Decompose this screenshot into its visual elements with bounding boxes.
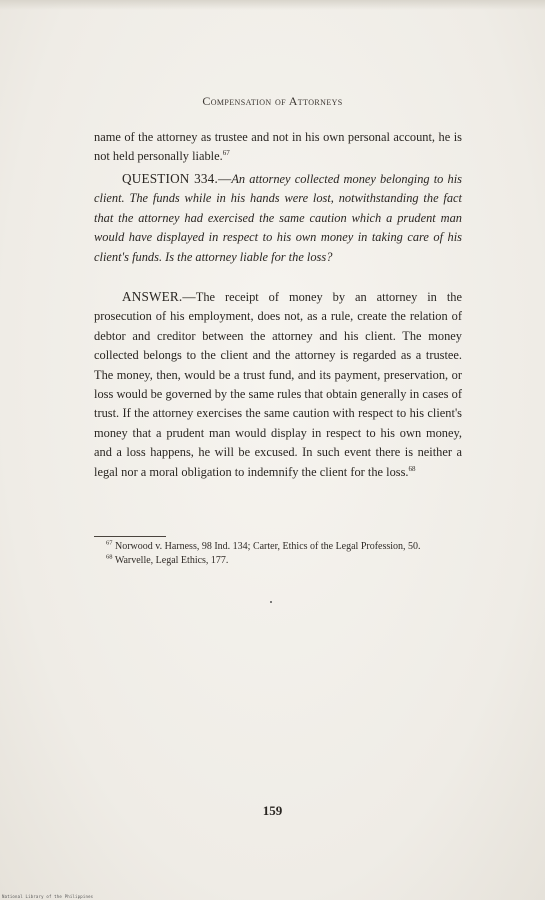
footnote-67 bbox=[94, 540, 462, 554]
paragraph-text: name of the attorney as trustee and not in his own personal account, he is not held personally liable. bbox=[94, 130, 462, 164]
page-top-edge bbox=[0, 0, 545, 10]
scan-footer: National Library of the Philippines bbox=[2, 894, 94, 899]
answer-paragraph bbox=[94, 287, 462, 482]
footnotes bbox=[94, 540, 462, 568]
paragraph-continuation bbox=[94, 128, 462, 167]
page-number: 159 bbox=[262, 803, 283, 818]
footnote-ref: 68 bbox=[408, 464, 416, 473]
ink-speck bbox=[270, 601, 272, 603]
running-head: Compensation of Attorneys bbox=[202, 94, 343, 108]
question-paragraph bbox=[94, 169, 462, 267]
footnote-number: 67 bbox=[106, 539, 113, 547]
footnote-68 bbox=[94, 554, 462, 568]
footnote-ref: 67 bbox=[222, 149, 230, 158]
footnote-rule bbox=[94, 536, 166, 537]
footnote-text: Norwood v. Harness, 98 Ind. 134; Carter, Ethics of the Legal Profession, 50. bbox=[115, 541, 421, 552]
answer-label: ANSWER.— bbox=[122, 289, 196, 304]
answer-text: The receipt of money by an attorney in the prosecution of his employment, does not, as a rule, create the relation of debtor and creditor between the attorney and his client. The money collected belongs to the client and the attorney is regarded as a trustee. The money, then, would be a trust fund, and its payment, preservation, or loss would be governed by the same rules that obtain generally in cases of trust. If the attorney exercises the same caution with respect to his client's money that a prudent man would display in respect to his own money, and a loss happens, he will be excused. In such event there is neither a legal nor a moral obligation to indemnify the client for the loss. bbox=[94, 290, 462, 479]
footnote-number: 68 bbox=[106, 553, 113, 561]
footnote-text: Warvelle, Legal Ethics, 177. bbox=[114, 555, 229, 566]
question-label: QUESTION 334.— bbox=[122, 171, 232, 186]
question-text: An attorney collected money belonging to his client. The funds while in his hands were lost, notwithstanding the fact that the attorney had exercised the same caution which a prudent man would have displayed in respect to his own money in taking care of his client's funds. Is the attorney liable for the loss? bbox=[94, 172, 462, 264]
